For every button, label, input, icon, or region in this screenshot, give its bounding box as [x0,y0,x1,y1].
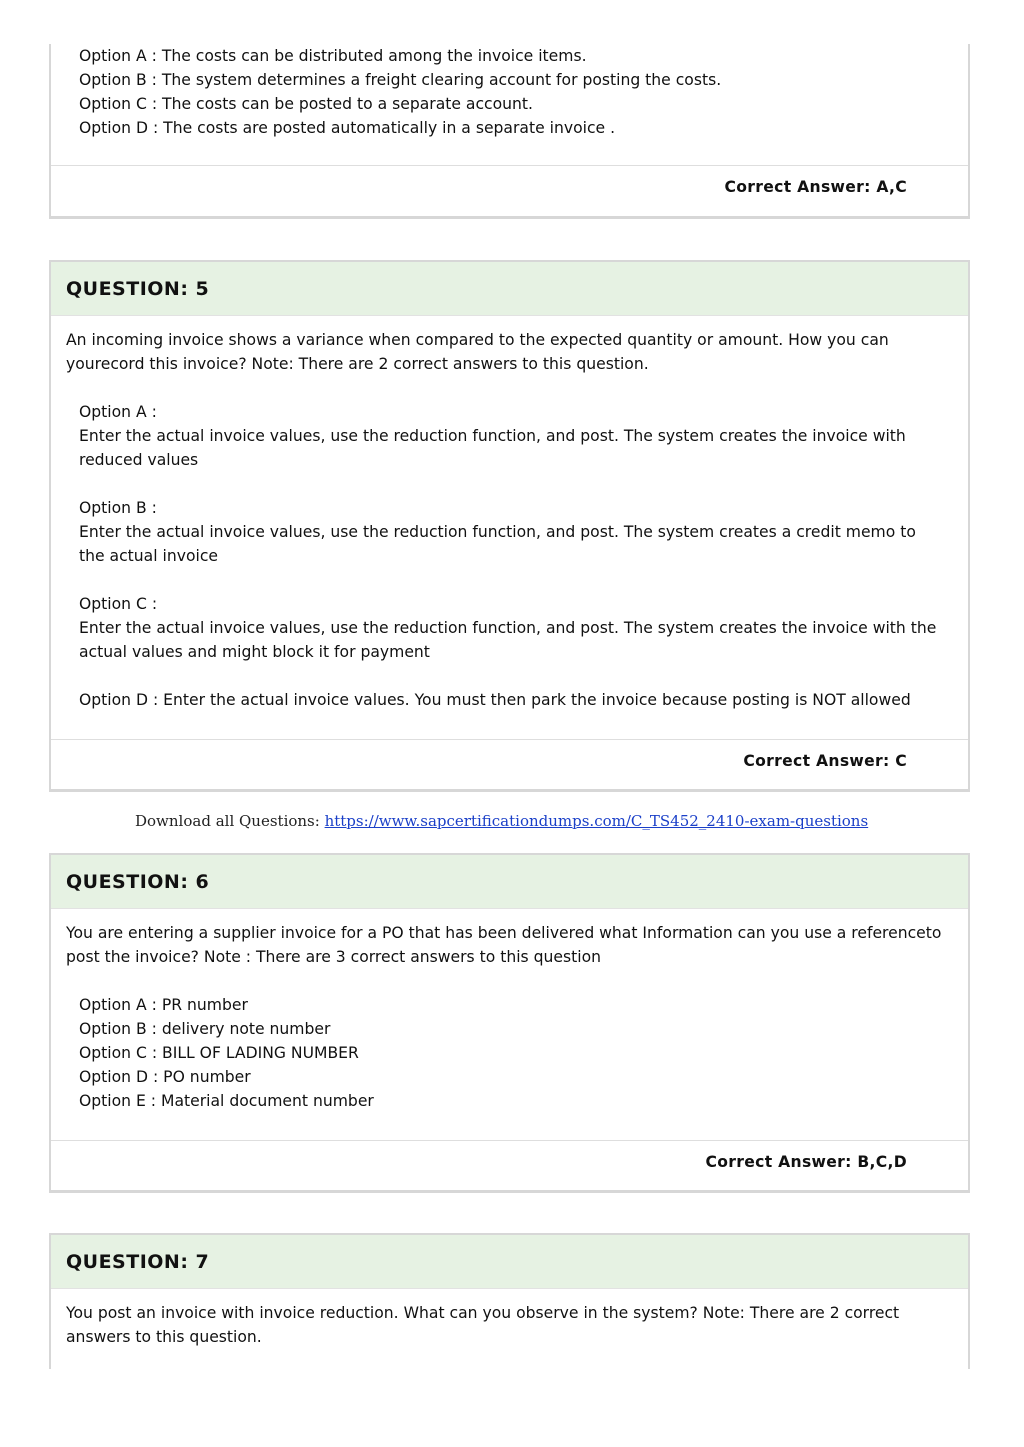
correct-answer: Correct Answer: C [51,739,968,791]
download-line [135,812,995,830]
option-b: Option B : delivery note number [79,1020,331,1038]
option-d: Option D : The costs are posted automatically in a separate invoice . [79,119,616,137]
option-a-text: Enter the actual invoice values, use the reduction function, and post. The system creates the invoice with reduced values [79,427,911,469]
question-4-card [49,44,970,219]
question-7-card [49,1233,970,1369]
option-b-label: Option B : [79,499,157,517]
question-title: QUESTION: 7 [51,1235,968,1289]
question-5-card [49,260,970,792]
question-6-card [49,853,970,1193]
option-c-label: Option C : [79,595,158,613]
download-link[interactable]: https://www.sapcertificationdumps.com/C_TS452_2410-exam-questions [324,812,869,830]
question-5-options [51,376,968,712]
question-title: QUESTION: 6 [51,855,968,909]
option-b: Option B : The system determines a freight clearing account for posting the costs. [79,71,722,89]
question-text: You are entering a supplier invoice for a PO that has been delivered what Information can you use a referenceto post the invoice? Note : There are 3 correct answers to this question [66,924,942,966]
download-label: Download all Questions: [135,812,325,830]
option-d: Option D : PO number [79,1068,251,1086]
option-d: Option D : Enter the actual invoice values. You must then park the invoice because posting is NOT allowed [79,691,911,709]
question-6-options [51,969,968,1113]
option-a-label: Option A : [79,403,157,421]
question-text: An incoming invoice shows a variance when compared to the expected quantity or amount. How you can yourecord this invoice? Note: There are 2 correct answers to this question. [66,331,889,373]
question-title: QUESTION: 5 [51,262,968,316]
option-c: Option C : BILL OF LADING NUMBER [79,1044,359,1062]
option-b-text: Enter the actual invoice values, use the reduction function, and post. The system creates a credit memo to the actual invoice [79,523,921,565]
option-a: Option A : PR number [79,996,248,1014]
option-a: Option A : The costs can be distributed among the invoice items. [79,47,587,65]
question-text: You post an invoice with invoice reduction. What can you observe in the system? Note: There are 2 correct answers to this question. [66,1304,900,1346]
correct-answer: Correct Answer: A,C [51,165,968,217]
question-4-options [51,44,968,140]
correct-answer: Correct Answer: B,C,D [51,1140,968,1192]
option-c-text: Enter the actual invoice values, use the reduction function, and post. The system creates the invoice with the actual values and might block it for payment [79,619,942,661]
option-e: Option E : Material document number [79,1092,374,1110]
option-c: Option C : The costs can be posted to a separate account. [79,95,534,113]
